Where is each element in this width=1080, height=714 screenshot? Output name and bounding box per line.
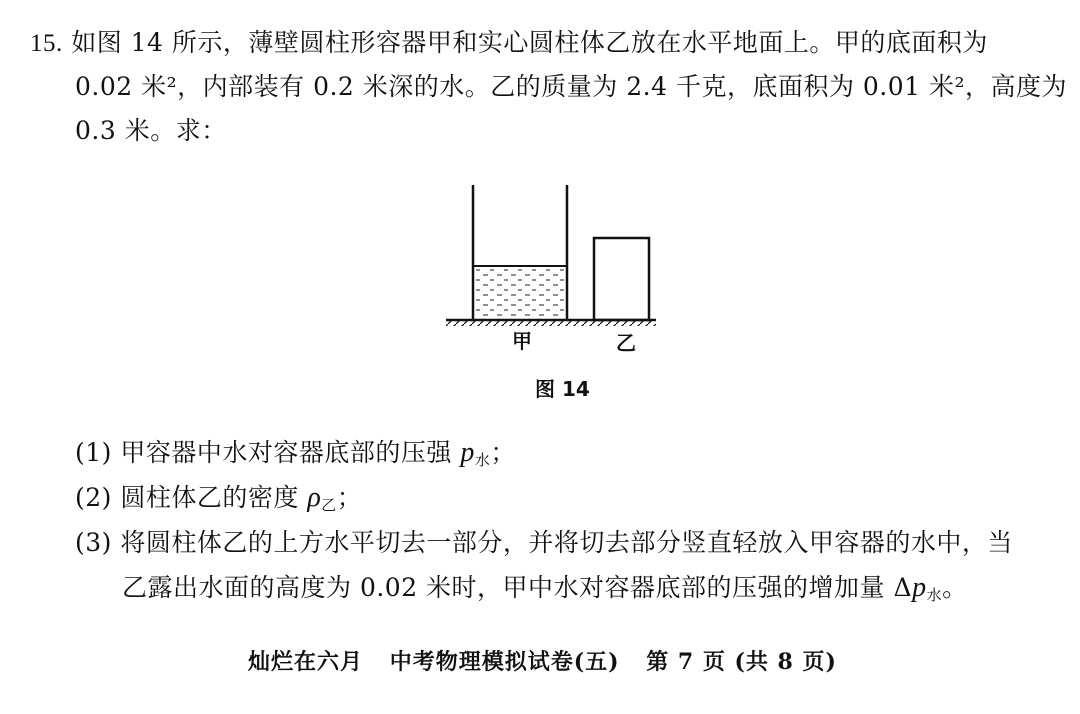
label-yi: 乙 <box>616 331 636 355</box>
cylinder-yi <box>594 238 649 320</box>
pressure-subscript: 水 <box>474 451 491 469</box>
question-line-1 <box>30 28 988 59</box>
part-2-suffix: ； <box>336 483 363 512</box>
pressure-symbol: p <box>460 437 475 468</box>
footer-slogan: 灿烂在六月 <box>248 649 364 675</box>
part-1-text: (1) 甲容器中水对容器底部的压强 <box>75 438 461 467</box>
density-subscript: 乙 <box>321 496 337 514</box>
part-1 <box>75 438 516 475</box>
footer-page-number: 第 7 页 (共 8 页) <box>646 649 837 675</box>
container-diagram <box>440 180 660 330</box>
figure-14 <box>440 180 660 355</box>
label-jia: 甲 <box>512 329 532 353</box>
figure-caption: 图 14 <box>535 377 590 401</box>
delta-pressure-symbol: p <box>912 572 927 603</box>
delta-pressure-subscript: 水 <box>926 586 943 604</box>
part-3-text: 乙露出水面的高度为 0.02 米时，甲中水对容器底部的压强的增加量 Δ <box>122 573 913 602</box>
page-footer <box>248 645 855 676</box>
footer-exam-title: 中考物理模拟试卷(五) <box>389 649 620 675</box>
question-stem-3: 0.3 米。求： <box>75 116 227 145</box>
part-1-suffix: ； <box>490 438 516 467</box>
question-stem-1: 如图 14 所示，薄壁圆柱形容器甲和实心圆柱体乙放在水平地面上。甲的底面积为 <box>71 28 988 57</box>
part-3-suffix: 。 <box>942 573 968 602</box>
question-number: 15. <box>30 30 63 57</box>
part-3-line-1: (3) 将圆柱体乙的上方水平切去一部分，并将切去部分竖直轻放入甲容器的水中，当 <box>75 528 1013 557</box>
question-stem-2: 0.02 米²，内部装有 0.2 米深的水。乙的质量为 2.4 千克，底面积为 0.01 米²，高度为 <box>75 72 1068 101</box>
part-2 <box>75 483 362 520</box>
part-2-text: (2) 圆柱体乙的密度 <box>75 483 308 512</box>
water-body <box>474 266 566 320</box>
part-3-line-2 <box>122 573 968 610</box>
density-symbol: ρ <box>307 482 322 513</box>
